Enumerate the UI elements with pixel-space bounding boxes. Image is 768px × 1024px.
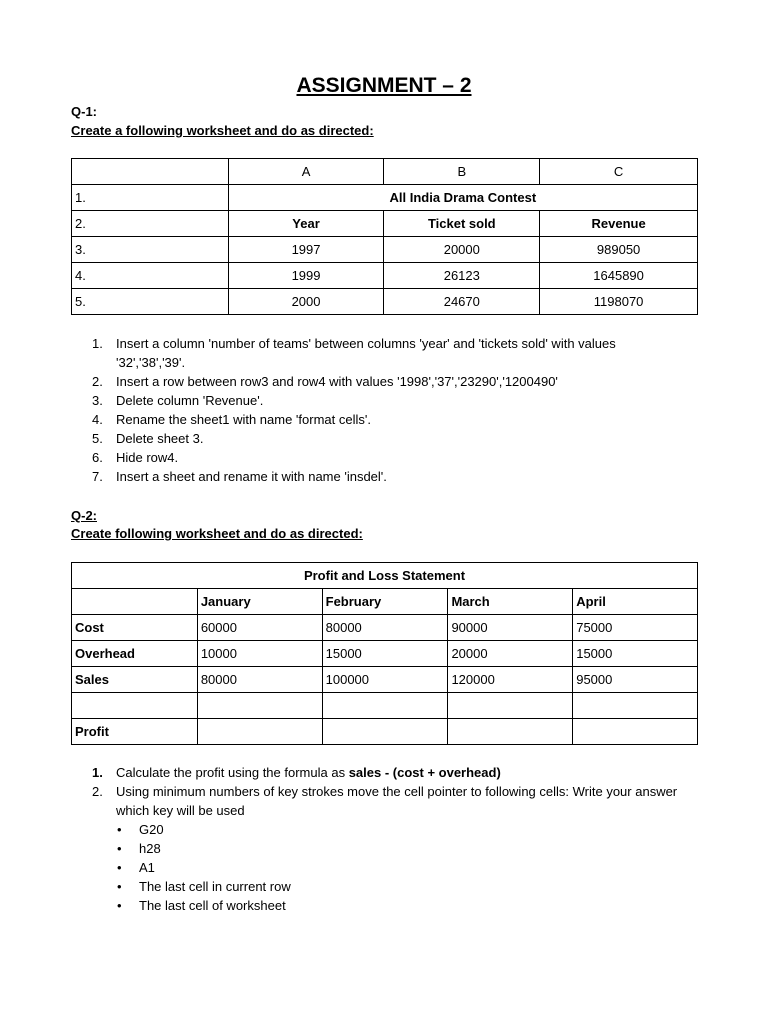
month-header: January: [197, 589, 322, 615]
bullet-icon: •: [117, 879, 122, 894]
bullet-item: [117, 896, 639, 915]
table-cell: Ticket sold: [384, 211, 540, 237]
table-cell: [448, 693, 573, 719]
table-cell: 60000: [197, 615, 322, 641]
table-row: [72, 237, 698, 263]
list-item-text: Rename the sheet1 with name 'format cells'.: [116, 412, 371, 427]
table-cell: [448, 719, 573, 745]
list-number: 7.: [92, 469, 103, 484]
table-row: [72, 667, 698, 693]
list-item: [92, 334, 676, 372]
table-cell: 10000: [197, 641, 322, 667]
q1-task-list: [92, 334, 676, 486]
q2-profit-loss-table: [71, 562, 698, 745]
table-row: [72, 289, 698, 315]
table-cell: [72, 693, 198, 719]
q2-label: Q-2:: [71, 508, 97, 523]
table-row: [72, 615, 698, 641]
table-cell: [197, 693, 322, 719]
list-item: [92, 372, 676, 391]
profit-formula: sales - (cost + overhead): [348, 765, 501, 780]
bullet-icon: •: [117, 822, 122, 837]
statement-title: Profit and Loss Statement: [72, 563, 698, 589]
list-item: [92, 467, 676, 486]
table-cell: 90000: [448, 615, 573, 641]
table-cell: 120000: [448, 667, 573, 693]
table-cell: 80000: [197, 667, 322, 693]
list-item-text: Insert a row between row3 and row4 with values '1998','37','23290','1200490': [116, 374, 558, 389]
row-number: 3.: [72, 237, 229, 263]
page-title: ASSIGNMENT – 2: [296, 74, 472, 97]
bullet-text: G20: [139, 822, 164, 837]
bullet-icon: •: [117, 898, 122, 913]
list-item-text: Using minimum numbers of key strokes move the cell pointer to following cells: Write your answer which key will be used: [116, 784, 678, 818]
row-number: 5.: [72, 289, 229, 315]
contest-title-cell: All India Drama Contest: [228, 185, 697, 211]
list-number: 2.: [92, 784, 103, 799]
table-cell: Year: [228, 211, 384, 237]
bullet-icon: •: [117, 860, 122, 875]
row-label: Cost: [72, 615, 198, 641]
table-cell: [72, 589, 198, 615]
column-header-c: C: [540, 159, 698, 185]
bullet-item: [117, 820, 639, 839]
row-number: 1.: [72, 185, 229, 211]
bullet-text: The last cell in current row: [139, 879, 291, 894]
table-header-row: [72, 589, 698, 615]
table-cell: [573, 719, 698, 745]
list-item-text: Calculate the profit using the formula as: [116, 765, 349, 780]
table-cell: [72, 159, 229, 185]
list-item-text: Hide row4.: [116, 450, 179, 465]
bullet-icon: •: [117, 841, 122, 856]
table-cell: 2000: [228, 289, 384, 315]
q1-label: Q-1:: [71, 104, 97, 119]
month-header: February: [322, 589, 448, 615]
table-cell: 1198070: [540, 289, 698, 315]
table-row: [72, 263, 698, 289]
table-cell: [322, 693, 448, 719]
column-header-b: B: [384, 159, 540, 185]
bullet-item: [117, 877, 639, 896]
list-number: 3.: [92, 393, 103, 408]
list-number: 1.: [92, 765, 103, 780]
list-number: 6.: [92, 450, 103, 465]
column-header-a: A: [228, 159, 384, 185]
list-item-text: Insert a sheet and rename it with name 'insdel'.: [116, 469, 387, 484]
row-number: 2.: [72, 211, 229, 237]
list-item: [92, 782, 686, 820]
table-cell: 15000: [322, 641, 448, 667]
month-header: March: [448, 589, 573, 615]
list-number: 4.: [92, 412, 103, 427]
q2-bullet-list: [117, 820, 639, 915]
q2-instruction: Create following worksheet and do as directed:: [71, 526, 363, 541]
list-number: 2.: [92, 374, 103, 389]
table-cell: 95000: [573, 667, 698, 693]
table-cell: 989050: [540, 237, 698, 263]
row-label: Overhead: [72, 641, 198, 667]
table-cell: 1645890: [540, 263, 698, 289]
profit-label: Profit: [72, 719, 198, 745]
table-row: [72, 641, 698, 667]
table-row: [72, 211, 698, 237]
list-item-text: Delete sheet 3.: [116, 431, 204, 446]
q1-instruction: Create a following worksheet and do as directed:: [71, 123, 374, 138]
list-item-text: Delete column 'Revenue'.: [116, 393, 264, 408]
list-number: 1.: [92, 336, 103, 351]
table-cell: 26123: [384, 263, 540, 289]
list-item: [92, 391, 676, 410]
bullet-text: h28: [139, 841, 161, 856]
table-cell: 100000: [322, 667, 448, 693]
table-cell: [573, 693, 698, 719]
list-item: [92, 410, 676, 429]
bullet-text: A1: [139, 860, 155, 875]
table-cell: [322, 719, 448, 745]
list-item: [92, 429, 676, 448]
table-cell: [197, 719, 322, 745]
table-cell: 20000: [448, 641, 573, 667]
list-item: [92, 448, 676, 467]
row-label: Sales: [72, 667, 198, 693]
table-row: [72, 719, 698, 745]
list-number: 5.: [92, 431, 103, 446]
list-item-text: Insert a column 'number of teams' between columns 'year' and 'tickets sold' with values '32','38','39'.: [116, 336, 616, 370]
table-cell: 15000: [573, 641, 698, 667]
table-row: [72, 693, 698, 719]
q1-worksheet-table: [71, 158, 698, 315]
table-cell: 75000: [573, 615, 698, 641]
table-cell: Revenue: [540, 211, 698, 237]
table-cell: 24670: [384, 289, 540, 315]
table-cell: 1997: [228, 237, 384, 263]
table-cell: 1999: [228, 263, 384, 289]
table-cell: 80000: [322, 615, 448, 641]
row-number: 4.: [72, 263, 229, 289]
bullet-item: [117, 858, 639, 877]
table-row: [72, 185, 698, 211]
table-cell: 20000: [384, 237, 540, 263]
bullet-text: The last cell of worksheet: [139, 898, 286, 913]
list-item: [92, 763, 686, 782]
table-header-row: [72, 159, 698, 185]
table-title-row: [72, 563, 698, 589]
bullet-item: [117, 839, 639, 858]
month-header: April: [573, 589, 698, 615]
q2-task-list: [92, 763, 686, 820]
